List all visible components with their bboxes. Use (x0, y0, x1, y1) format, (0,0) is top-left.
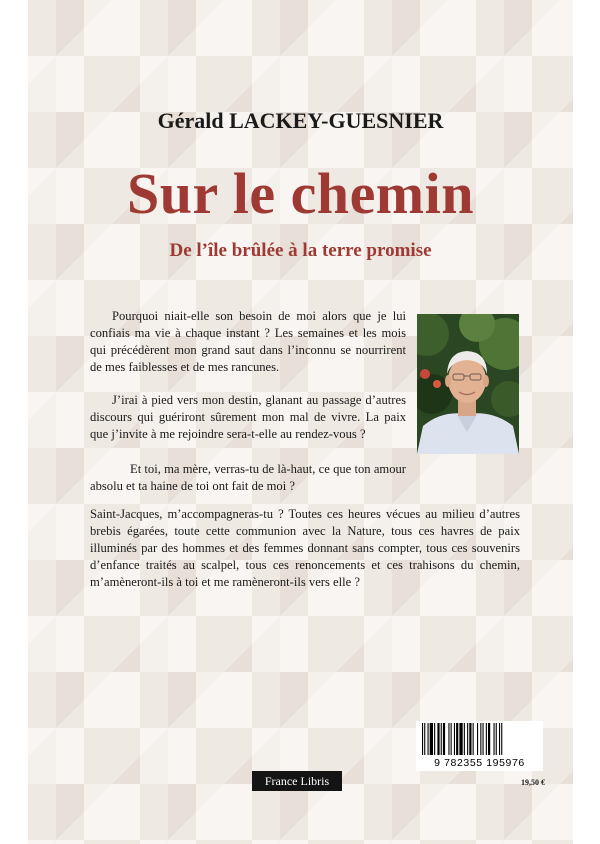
book-title: Sur le chemin (127, 161, 474, 226)
barcode-bar (451, 723, 452, 755)
back-cover (28, 0, 573, 844)
book-subtitle: De l’île brûlée à la terre promise (169, 240, 432, 261)
barcode-bar (430, 723, 433, 755)
blurb-paragraph-1: Pourquoi niait-elle son besoin de moi alors que je lui confiais ma vie à chaque instant ? Les semaines et les mois qui précédèrent mon grand saut dans l’inconnu se nourrirent de mes faiblesses et de mes rancunes. (90, 309, 406, 374)
barcode-bar (448, 723, 449, 755)
barcode-bar (467, 723, 468, 755)
barcode-bar (499, 723, 500, 755)
barcode-bar (464, 723, 465, 755)
isbn-digits: 9 782355 195976 (434, 757, 525, 769)
publisher-logo: France Libris (252, 771, 342, 791)
barcode-bar (477, 723, 478, 755)
barcode-bar (422, 723, 423, 755)
barcode-bar (459, 723, 462, 755)
barcode-bar (501, 723, 502, 755)
barcode-bar (496, 723, 497, 755)
price-label: 19,50 € (521, 778, 545, 787)
author-name: Gérald LACKEY-GUESNIER (157, 108, 444, 133)
barcode-bars (416, 721, 543, 757)
blurb-paragraph-3: Et toi, ma mère, verras-tu de là-haut, ce que ton amour absolu et ta haine de toi ont fait de moi ? (90, 462, 406, 493)
barcode-bar (494, 723, 495, 755)
barcode-bar (441, 723, 442, 755)
barcode-bar (480, 723, 481, 755)
blurb-paragraph-2: J’irai à pied vers mon destin, glanant au passage d’autres discours qui guériront sûrement mon mal de vivre. La paix que j’invite à me rejoindre sera-t-elle au rendez-vous ? (90, 393, 406, 441)
barcode-bar (424, 723, 425, 755)
barcode-bar (428, 723, 429, 755)
barcode-bar (486, 723, 487, 755)
barcode-bar (483, 723, 484, 755)
isbn-barcode (416, 721, 543, 771)
barcode-bar (469, 723, 471, 755)
barcode-bar (488, 723, 490, 755)
barcode-bar (434, 723, 435, 755)
blurb-paragraph-4: Saint-Jacques, m’accompagneras-tu ? Toutes ces heures vécues au milieu d’autres brebis égarées, toute cette communion avec la Nature, tous ces havres de paix illuminés par des hommes et des femmes donnant sans compter, tous ces souvenirs d’enfance traités au scalpel, tous ces renoncements et ces trahisons du chemin, m’amèneront-ils à toi et me ramèneront-ils vers elle ? (90, 507, 520, 589)
barcode-bar (473, 723, 474, 755)
barcode-bar (437, 723, 439, 755)
barcode-bar (443, 723, 445, 755)
author-photo (417, 314, 519, 454)
barcode-bar (456, 723, 458, 755)
barcode-bar (454, 723, 455, 755)
